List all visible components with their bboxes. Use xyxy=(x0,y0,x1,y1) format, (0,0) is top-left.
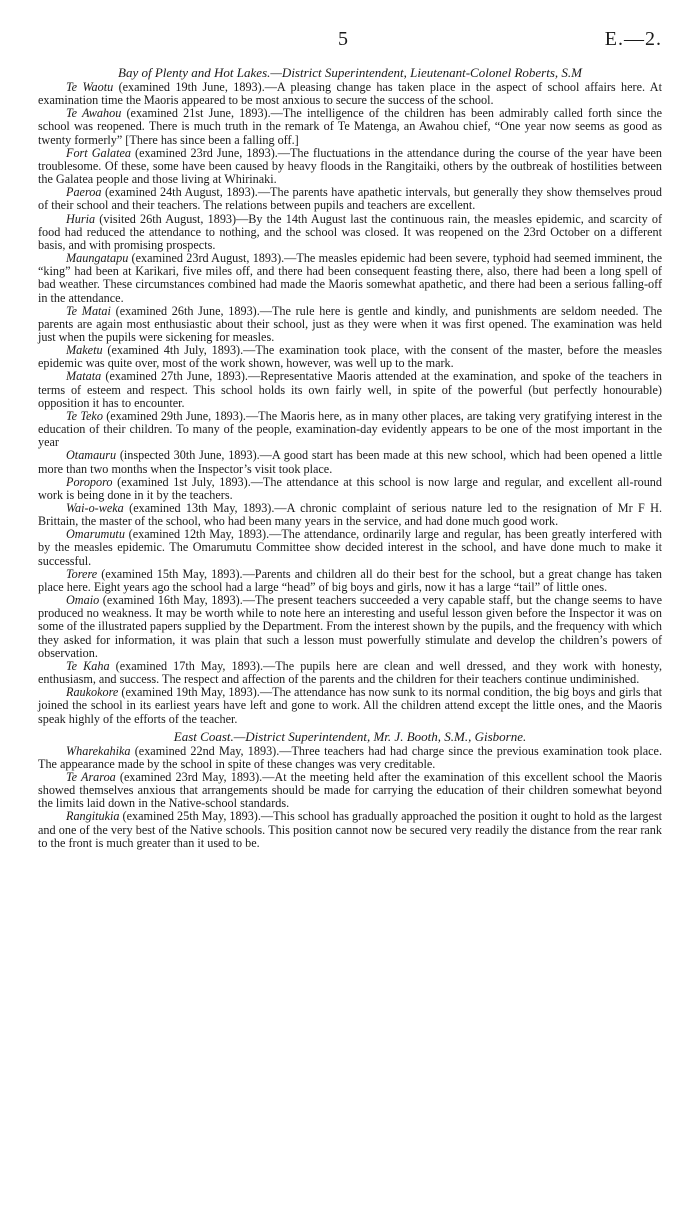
school-report-paragraph xyxy=(38,344,662,370)
school-name: Te Awahou xyxy=(66,106,122,121)
school-report-paragraph xyxy=(38,305,662,344)
school-report-paragraph xyxy=(38,410,662,449)
school-name: Wai-o-weka xyxy=(66,501,124,515)
school-report-paragraph xyxy=(38,186,662,212)
report-text: (examined 24th August, 1893).—The parents have apathetic intervals, but generally they show themselves proud of their school and their teachers. The relations between pupils and teachers are excellent. xyxy=(38,185,662,213)
report-text: (examined 22nd May, 1893).—Three teachers had had charge since the previous examination took place. The appearance made by the school in spite of these changes was very creditable. xyxy=(38,743,662,771)
report-text: (examined 25th May, 1893).—This school has gradually approached the position it ought to hold as the largest and one of the very best of the Native schools. This position cannot now be secured very readily the distance from the rear rank to the front is much greater than it used to be. xyxy=(38,809,662,850)
school-report-paragraph xyxy=(38,449,662,475)
report-text: (examined 17th May, 1893).—The pupils here are clean and well dressed, and they work with honesty, enthusiasm, and success. The respect and affection of the parents and the children for their teachers continue undiminished. xyxy=(38,658,662,687)
report-text: (examined 19th June, 1893).—A pleasing change has taken place in the aspect of school affairs here. At examination time the Maoris appeared to be most anxious to secure the success of the school. xyxy=(38,80,662,108)
school-report-paragraph xyxy=(38,107,662,146)
school-report-paragraph xyxy=(38,771,662,810)
school-name: Fort Galatea xyxy=(66,145,131,160)
school-name: Huria xyxy=(66,211,96,226)
report-text: (examined 15th May, 1893).—Parents and children all do their best for the school, but a great change has taken place here. Eight years ago the school had a large “head” of big boys and girls, now it has a large “tail” of little ones. xyxy=(38,566,662,594)
report-text: (examined 23rd August, 1893).—The measles epidemic had been severe, typhoid had seemed imminent, the “king” had been at Karikari, five miles off, and there had been consequent feasting there, also, there had been a long spell of bad weather. These circumstances combined had made the Maoris somewhat apathetic, and there had been a serious falling-off in the attendance. xyxy=(38,251,662,305)
report-text: (examined 19th May, 1893).—The attendance has now sunk to its normal condition, the big boys and girls that joined the school in its earliest years have left and gone to work. All the children attend except the little ones, and the Maoris speak highly of the efforts of the teacher. xyxy=(38,685,662,726)
school-name: Te Teko xyxy=(66,408,103,423)
school-name: Te Kaha xyxy=(66,658,110,673)
report-text: (examined 13th May, 1893).—A chronic complaint of serious nature led to the resignation of Mr F H. Brittain, the master of the school, who had been many years in the service, and had done much good work. xyxy=(38,501,662,529)
report-text: (examined 4th July, 1893).—The examination took place, with the consent of the master, before the measles epidemic was quite over, most of the work shown, however, was well up to the mark. xyxy=(38,343,662,371)
school-name: Te Araroa xyxy=(66,769,116,784)
page-header xyxy=(38,28,662,54)
school-report-paragraph xyxy=(38,252,662,305)
school-report-paragraph xyxy=(38,660,662,686)
school-name: Raukokore xyxy=(66,685,119,700)
report-text: (examined 29th June, 1893).—The Maoris here, as in many other places, are taking very gratifying interest in the education of their children. To many of the people, examination-day evidently appears to be one of the most important in the year xyxy=(38,408,663,450)
report-text: (examined 16th May, 1893).—The present teachers succeeded a very capable staff, but the change seems to have produced no weakness. It may be worth while to note here an interesting and useful lesson given before the Inspector it was on some of the illustrated papers supplied by the Department. From the interest shown by the pupils, and the frequency with which they asked for information, it was plain that such a lesson must powerfully stimulate and develop the children’s powers of observation. xyxy=(38,593,662,660)
report-text: (examined 12th May, 1893).—The attendance, ordinarily large and regular, has been greatly interfered with by the measles epidemic. The Omarumutu Committee show decided interest in the school, and have done much to make it successful. xyxy=(38,527,662,568)
report-text: (examined 23rd June, 1893).—The fluctuations in the attendance during the course of the year have been troublesome. Of these, some have been caused by heavy floods in the Rangitaiki, others by the outbreak of hostilities between the Galatea people and those living at Whirinaki. xyxy=(38,145,663,187)
report-text: (examined 23rd May, 1893).—At the meeting held after the examination of this excellent school the Maoris showed themselves anxious that arrangements should be made for carrying the education of their children somewhat beyond the limits laid down in the Native-school standards. xyxy=(38,769,662,811)
school-name: Paeroa xyxy=(66,185,102,200)
report-text: (examined 26th June, 1893).—The rule here is gentle and kindly, and punishments are seldom needed. The parents are again most enthusiastic about their school, just as they were when it was first opened. The examination was held just when the pupils were sickening for measles. xyxy=(38,303,662,344)
school-report-paragraph xyxy=(38,502,662,528)
school-name: Maketu xyxy=(66,343,103,358)
school-name: Rangitukia xyxy=(66,809,120,824)
school-name: Te Waotu xyxy=(66,80,114,94)
school-name: Otamauru xyxy=(66,448,117,463)
report-text: (examined 21st June, 1893).—The intelligence of the children has been admirably called forth since the school was reopened. There is much truth in the remark of Te Matenga, an Awahou chief, “One year now seems as good as twenty formerly” [There has since been a falling off.] xyxy=(38,106,663,147)
section-heading: Bay of Plenty and Hot Lakes.—District Superintendent, Lieutenant-Colonel Roberts, S.M xyxy=(118,65,582,80)
school-report-paragraph xyxy=(38,745,662,771)
report-text: (visited 26th August, 1893)—By the 14th August last the continuous rain, the measles epidemic, and scarcity of food had reduced the attendance to nothing, and the school was closed. It was reopened on the 23rd October on a different basis, and with promising prospects. xyxy=(38,211,662,252)
report-text: (examined 27th June, 1893).—Representative Maoris attended at the examination, and spoke of the teachers in terms of esteem and respect. This school holds its own fairly well, in spite of the powerful (but perfectly honourable) opposition it has to encounter. xyxy=(38,369,662,410)
school-report-paragraph xyxy=(38,594,662,660)
school-name: Poroporo xyxy=(66,474,113,489)
school-name: Torere xyxy=(66,566,98,581)
document-reference: E.—2. xyxy=(604,28,662,50)
page-number: 5 xyxy=(338,28,348,50)
document-page xyxy=(38,28,662,850)
school-report-paragraph xyxy=(38,370,662,409)
school-report-paragraph xyxy=(38,810,662,849)
school-name: Matata xyxy=(66,369,102,384)
school-name: Wharekahika xyxy=(66,743,131,758)
school-report-paragraph xyxy=(38,147,662,186)
school-report-paragraph xyxy=(38,686,662,725)
school-name: Omarumutu xyxy=(66,527,125,542)
school-report-paragraph xyxy=(38,476,662,502)
document-body xyxy=(38,66,662,850)
school-report-paragraph xyxy=(38,81,662,107)
report-text: (examined 1st July, 1893).—The attendance at this school is now large and regular, and excellent all-round work is being done in it by the teachers. xyxy=(38,474,662,502)
school-name: Maungatapu xyxy=(66,251,129,266)
report-text: (inspected 30th June, 1893).—A good start has been made at this new school, which had been opened a little more than two months when the Inspector’s visit took place. xyxy=(38,448,662,476)
school-name: Omaio xyxy=(66,593,100,608)
school-report-paragraph xyxy=(38,528,662,567)
school-report-paragraph xyxy=(38,568,662,594)
school-name: Te Matai xyxy=(66,303,111,318)
school-report-paragraph xyxy=(38,213,662,252)
section-heading: East Coast.—District Superintendent, Mr. J. Booth, S.M., Gisborne. xyxy=(173,728,527,744)
